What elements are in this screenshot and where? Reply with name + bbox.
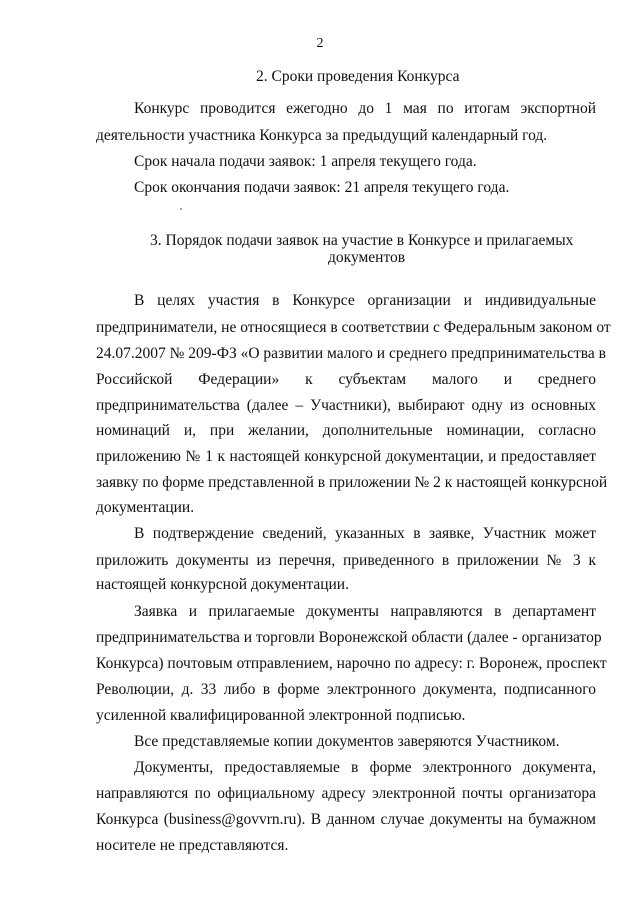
- section-2-line: Срок начала подачи заявок: 1 апреля текущего года.: [134, 153, 477, 170]
- paragraph-3-line: Заявка и прилагаемые документы направляются в департамент: [134, 603, 596, 620]
- paragraph-1-line: номинаций и, при желании, дополнительные номинации, согласно: [96, 422, 596, 439]
- paragraph-3-line: Революции, д. 33 либо в форме электронного документа, подписанного: [96, 681, 596, 698]
- paragraph-3-line: усиленной квалифицированной электронной подписью.: [96, 707, 466, 724]
- paragraph-2-line: приложить документы из перечня, приведенного в приложении № 3 к: [96, 552, 596, 569]
- section-3-heading-line1: 3. Порядок подачи заявок на участие в Конкурсе и прилагаемых: [150, 232, 574, 249]
- paragraph-2-line: настоящей конкурсной документации.: [96, 576, 349, 593]
- paragraph-1-line: предприниматели, не относящиеся в соответствии с Федеральным законом от: [96, 319, 611, 336]
- page-number: 2: [316, 36, 324, 51]
- paragraph-5-line: направляются по официальному адресу электронной почты организатора: [96, 785, 596, 802]
- paragraph-3-line: предпринимательства и торговли Воронежской области (далее - организатор: [96, 629, 602, 646]
- section-3-heading-line2: документов: [328, 249, 406, 266]
- paragraph-2-line: В подтверждение сведений, указанных в заявке, Участник может: [134, 525, 596, 542]
- section-2-line: Срок окончания подачи заявок: 21 апреля текущего года.: [134, 179, 510, 196]
- paragraph-1-line: заявку по форме представленной в приложении № 2 к настоящей конкурсной: [96, 474, 608, 491]
- paragraph-5-line: носителе не представляются.: [96, 837, 289, 854]
- paragraph-1-line: документации.: [96, 499, 195, 516]
- paragraph-5-line: Конкурса (business@govvrn.ru). В данном случае документы на бумажном: [96, 811, 596, 828]
- paragraph-1-line: Российской Федерации» к субъектам малого и среднего: [96, 371, 596, 388]
- section-2-heading: 2. Сроки проведения Конкурса: [256, 68, 460, 85]
- paragraph-1-line: приложению № 1 к настоящей конкурсной документации, и предоставляет: [96, 448, 596, 465]
- paragraph-4-line: Все представляемые копии документов заверяются Участником.: [134, 733, 560, 750]
- paragraph-5-line: Документы, предоставляемые в форме электронного документа,: [134, 759, 596, 776]
- paragraph-3-line: Конкурса) почтовым отправлением, нарочно по адресу: г. Воронеж, проспект: [96, 655, 607, 672]
- paragraph-1-line: 24.07.2007 № 209-ФЗ «О развитии малого и среднего предпринимательства в: [96, 345, 606, 362]
- section-2-line: Конкурс проводится ежегодно до 1 мая по итогам экспортной: [134, 100, 596, 117]
- paragraph-1-line: предпринимательства (далее – Участники), выбирают одну из основных: [96, 397, 596, 414]
- section-2-line: деятельности участника Конкурса за предыдущий календарный год.: [96, 127, 548, 144]
- scan-speck: [180, 208, 182, 210]
- paragraph-1-line: В целях участия в Конкурсе организации и индивидуальные: [134, 292, 596, 309]
